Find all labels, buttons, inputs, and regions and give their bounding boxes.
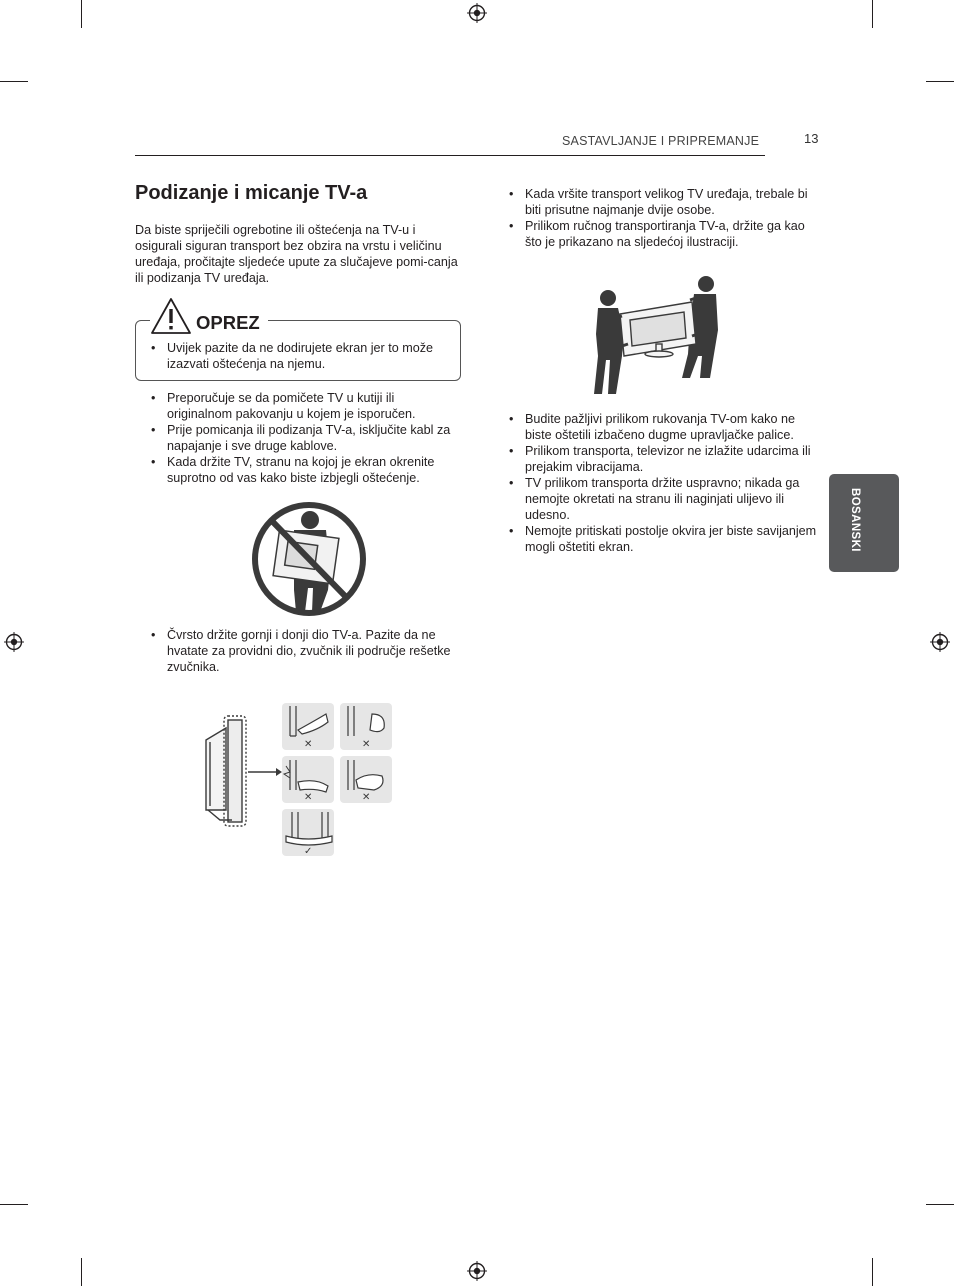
right-bullet-list-1 bbox=[509, 186, 821, 250]
registration-mark-icon bbox=[467, 1261, 487, 1281]
registration-mark-icon bbox=[4, 632, 24, 652]
language-tab-label: BOSANSKI bbox=[849, 488, 861, 552]
crop-mark bbox=[872, 0, 873, 28]
caution-header bbox=[150, 297, 268, 337]
tv-side-view bbox=[206, 716, 246, 826]
list-item: • Budite pažljivi prilikom rukovanja TV-om kako ne biste oštetili izbačeno dugme upravljačke palice. bbox=[509, 411, 821, 443]
list-item: • Prilikom ručnog transportiranja TV-a, držite ga kao što je prikazano na sljedećoj ilustraciji. bbox=[509, 218, 821, 250]
crop-mark bbox=[81, 1258, 82, 1286]
prohibited-carry-illustration bbox=[250, 500, 368, 618]
registration-mark-icon bbox=[930, 632, 950, 652]
header-divider bbox=[135, 155, 765, 156]
list-item: • TV prilikom transporta držite uspravno; nikada ga nemojte okretati na stranu ili naginjati ulijevo ili udesno. bbox=[509, 475, 821, 523]
caution-title: OPREZ bbox=[196, 312, 260, 333]
svg-text:✓: ✓ bbox=[304, 846, 313, 857]
page-title: Podizanje i micanje TV-a bbox=[135, 182, 368, 204]
right-bullet-list-2 bbox=[509, 411, 821, 555]
list-item: • Uvijek pazite da ne dodirujete ekran jer to može izazvati oštećenja na njemu. bbox=[151, 340, 451, 372]
section-header: SASTAVLJANJE I PRIPREMANJE bbox=[562, 134, 760, 148]
crop-mark bbox=[0, 1204, 28, 1205]
grip-illustration bbox=[198, 700, 398, 860]
crop-mark bbox=[926, 1204, 954, 1205]
svg-text:✕: ✕ bbox=[304, 792, 313, 803]
crop-mark bbox=[0, 81, 28, 82]
language-tab bbox=[829, 474, 899, 572]
list-item: • Kada držite TV, stranu na kojoj je ekran okrenite suprotno od vas kako biste izbjegli oštećenje. bbox=[151, 454, 456, 486]
left-bullet-list-1 bbox=[151, 390, 456, 486]
svg-text:✕: ✕ bbox=[362, 792, 371, 803]
svg-text:✕: ✕ bbox=[362, 739, 371, 750]
registration-mark-icon bbox=[467, 3, 487, 23]
list-item: • Prilikom transporta, televizor ne izlažite udarcima ili prejakim vibracijama. bbox=[509, 443, 821, 475]
list-item: • Nemojte pritiskati postolje okvira jer biste savijanjem mogli oštetiti ekran. bbox=[509, 523, 821, 555]
page-number: 13 bbox=[804, 131, 819, 146]
crop-mark bbox=[81, 0, 82, 28]
left-bullet-list-2 bbox=[151, 627, 451, 675]
list-item: • Prije pomicanja ili podizanja TV-a, isključite kabl za napajanje i sve druge kablove. bbox=[151, 422, 456, 454]
caution-list bbox=[151, 340, 451, 372]
two-person-carry-illustration bbox=[592, 274, 720, 396]
intro-paragraph: Da biste spriječili ogrebotine ili oštećenja na TV-u i osigurali siguran transport bez obzira na vrstu i veličinu uređaja, pročitajte sljedeće upute za slučajeve pomi-canja ili podizanja TV uređaja. bbox=[135, 223, 458, 285]
warning-triangle-icon bbox=[150, 297, 192, 335]
crop-mark bbox=[872, 1258, 873, 1286]
list-item: • Preporučuje se da pomičete TV u kutiji ili originalnom pakovanju u kojem je isporučen. bbox=[151, 390, 456, 422]
list-item: • Čvrsto držite gornji i donji dio TV-a. Pazite da ne hvatate za providni dio, zvučnik ili područje rešetke zvučnika. bbox=[151, 627, 451, 675]
list-item: • Kada vršite transport velikog TV uređaja, trebale bi biti prisutne najmanje dvije osobe. bbox=[509, 186, 821, 218]
crop-mark bbox=[926, 81, 954, 82]
svg-text:✕: ✕ bbox=[304, 739, 313, 750]
